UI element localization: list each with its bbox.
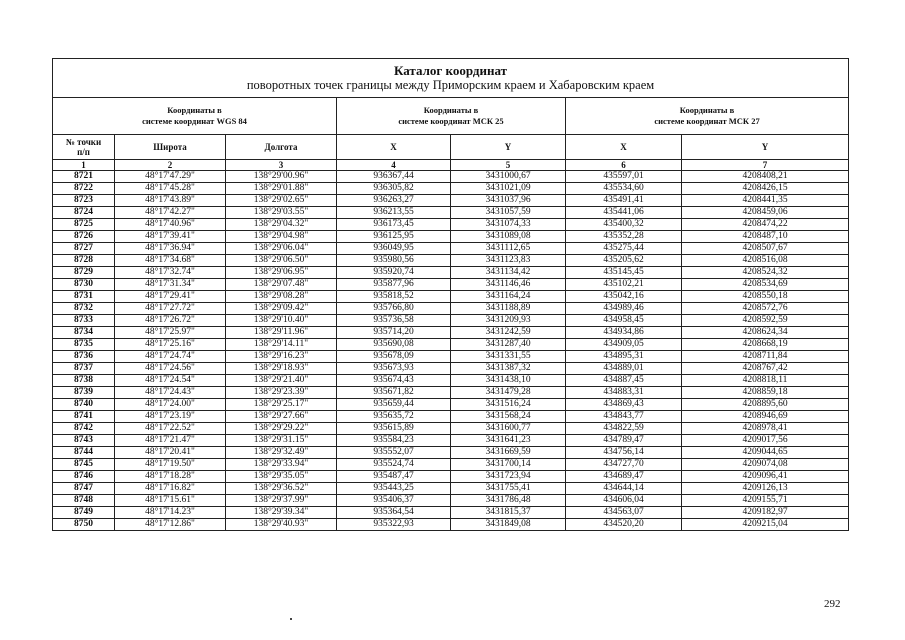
latitude-cell: 48°17'21.47" xyxy=(115,435,226,447)
x-msk25-cell: 935364,54 xyxy=(337,507,451,519)
y-msk27-cell: 4209126,13 xyxy=(682,483,849,495)
column-number: 4 xyxy=(337,160,451,171)
y-msk25-cell: 3431387,32 xyxy=(451,363,566,375)
header-latitude: Широта xyxy=(115,135,226,160)
y-msk27-cell: 4208859,18 xyxy=(682,387,849,399)
x-msk27-cell: 435441,06 xyxy=(566,207,682,219)
table-row xyxy=(53,483,849,495)
y-msk25-cell: 3431123,83 xyxy=(451,255,566,267)
x-msk25-cell: 936263,27 xyxy=(337,195,451,207)
y-msk25-cell: 3431641,23 xyxy=(451,435,566,447)
y-msk27-cell: 4208572,76 xyxy=(682,303,849,315)
longitude-cell: 138°29'11.96" xyxy=(226,327,337,339)
latitude-cell: 48°17'19.50" xyxy=(115,459,226,471)
table-row xyxy=(53,339,849,351)
y-msk27-cell: 4208711,84 xyxy=(682,351,849,363)
x-msk27-cell: 435145,45 xyxy=(566,267,682,279)
latitude-cell: 48°17'15.61" xyxy=(115,495,226,507)
y-msk25-cell: 3431568,24 xyxy=(451,411,566,423)
y-msk25-cell: 3431755,41 xyxy=(451,483,566,495)
y-msk27-cell: 4208895,60 xyxy=(682,399,849,411)
table-row xyxy=(53,279,849,291)
column-number-row xyxy=(53,160,849,171)
y-msk25-cell: 3431000,67 xyxy=(451,171,566,183)
point-number-cell: 8746 xyxy=(53,471,115,483)
x-msk27-cell: 435534,60 xyxy=(566,183,682,195)
y-msk27-cell: 4208524,32 xyxy=(682,267,849,279)
x-msk25-cell: 936125,95 xyxy=(337,231,451,243)
longitude-cell: 138°29'27.66" xyxy=(226,411,337,423)
y-msk25-cell: 3431849,08 xyxy=(451,519,566,531)
x-msk27-cell: 435042,16 xyxy=(566,291,682,303)
x-msk25-cell: 935690,08 xyxy=(337,339,451,351)
table-row xyxy=(53,375,849,387)
y-msk27-cell: 4209155,71 xyxy=(682,495,849,507)
longitude-cell: 138°29'40.93" xyxy=(226,519,337,531)
point-number-cell: 8722 xyxy=(53,183,115,195)
y-msk27-cell: 4209074,08 xyxy=(682,459,849,471)
y-msk25-cell: 3431700,14 xyxy=(451,459,566,471)
x-msk25-cell: 935671,82 xyxy=(337,387,451,399)
point-number-cell: 8743 xyxy=(53,435,115,447)
latitude-cell: 48°17'25.16" xyxy=(115,339,226,351)
page-number: 292 xyxy=(824,598,841,610)
x-msk25-cell: 935659,44 xyxy=(337,399,451,411)
table-row xyxy=(53,207,849,219)
y-msk25-cell: 3431112,65 xyxy=(451,243,566,255)
group-header-msk27: Координаты в системе координат МСК 27 xyxy=(566,98,849,135)
y-msk25-cell: 3431479,28 xyxy=(451,387,566,399)
y-msk27-cell: 4208592,59 xyxy=(682,315,849,327)
x-msk25-cell: 935615,89 xyxy=(337,423,451,435)
table-row xyxy=(53,351,849,363)
latitude-cell: 48°17'22.52" xyxy=(115,423,226,435)
x-msk27-cell: 435597,01 xyxy=(566,171,682,183)
y-msk27-cell: 4209182,97 xyxy=(682,507,849,519)
x-msk27-cell: 434887,45 xyxy=(566,375,682,387)
table-row xyxy=(53,435,849,447)
x-msk27-cell: 435491,41 xyxy=(566,195,682,207)
y-msk27-cell: 4209044,65 xyxy=(682,447,849,459)
longitude-cell: 138°29'09.42" xyxy=(226,303,337,315)
point-number-cell: 8745 xyxy=(53,459,115,471)
x-msk27-cell: 434934,86 xyxy=(566,327,682,339)
y-msk25-cell: 3431287,40 xyxy=(451,339,566,351)
y-msk27-cell: 4208946,69 xyxy=(682,411,849,423)
x-msk25-cell: 936213,55 xyxy=(337,207,451,219)
latitude-cell: 48°17'40.96" xyxy=(115,219,226,231)
column-number: 1 xyxy=(53,160,115,171)
x-msk27-cell: 434895,31 xyxy=(566,351,682,363)
point-number-cell: 8741 xyxy=(53,411,115,423)
latitude-cell: 48°17'24.56" xyxy=(115,363,226,375)
point-number-cell: 8738 xyxy=(53,375,115,387)
longitude-cell: 138°29'04.32" xyxy=(226,219,337,231)
x-msk25-cell: 936367,44 xyxy=(337,171,451,183)
table-row xyxy=(53,447,849,459)
y-msk27-cell: 4208767,42 xyxy=(682,363,849,375)
longitude-cell: 138°29'10.40" xyxy=(226,315,337,327)
latitude-cell: 48°17'12.86" xyxy=(115,519,226,531)
table-row xyxy=(53,195,849,207)
x-msk25-cell: 935552,07 xyxy=(337,447,451,459)
latitude-cell: 48°17'24.74" xyxy=(115,351,226,363)
x-msk25-cell: 935322,93 xyxy=(337,519,451,531)
point-number-cell: 8730 xyxy=(53,279,115,291)
y-msk25-cell: 3431146,46 xyxy=(451,279,566,291)
longitude-cell: 138°29'18.93" xyxy=(226,363,337,375)
x-msk25-cell: 935487,47 xyxy=(337,471,451,483)
longitude-cell: 138°29'04.98" xyxy=(226,231,337,243)
point-number-cell: 8739 xyxy=(53,387,115,399)
y-msk25-cell: 3431669,59 xyxy=(451,447,566,459)
latitude-cell: 48°17'47.29" xyxy=(115,171,226,183)
x-msk25-cell: 935524,74 xyxy=(337,459,451,471)
y-msk25-cell: 3431723,94 xyxy=(451,471,566,483)
longitude-cell: 138°29'29.22" xyxy=(226,423,337,435)
x-msk27-cell: 435352,28 xyxy=(566,231,682,243)
x-msk27-cell: 435275,44 xyxy=(566,243,682,255)
x-msk27-cell: 434689,47 xyxy=(566,471,682,483)
point-number-cell: 8725 xyxy=(53,219,115,231)
header-x-msk25: X xyxy=(337,135,451,160)
column-number: 3 xyxy=(226,160,337,171)
x-msk27-cell: 434520,20 xyxy=(566,519,682,531)
point-number-cell: 8731 xyxy=(53,291,115,303)
y-msk27-cell: 4208474,22 xyxy=(682,219,849,231)
latitude-cell: 48°17'23.19" xyxy=(115,411,226,423)
latitude-cell: 48°17'14.23" xyxy=(115,507,226,519)
point-number-cell: 8732 xyxy=(53,303,115,315)
point-number-cell: 8740 xyxy=(53,399,115,411)
longitude-cell: 138°29'16.23" xyxy=(226,351,337,363)
longitude-cell: 138°29'06.50" xyxy=(226,255,337,267)
x-msk25-cell: 936049,95 xyxy=(337,243,451,255)
table-row xyxy=(53,423,849,435)
x-msk27-cell: 434869,43 xyxy=(566,399,682,411)
latitude-cell: 48°17'24.00" xyxy=(115,399,226,411)
x-msk27-cell: 434563,07 xyxy=(566,507,682,519)
y-msk27-cell: 4208668,19 xyxy=(682,339,849,351)
y-msk25-cell: 3431089,08 xyxy=(451,231,566,243)
table-row xyxy=(53,243,849,255)
longitude-cell: 138°29'32.49" xyxy=(226,447,337,459)
x-msk25-cell: 935980,56 xyxy=(337,255,451,267)
x-msk27-cell: 434843,77 xyxy=(566,411,682,423)
point-number-cell: 8728 xyxy=(53,255,115,267)
header-longitude: Долгота xyxy=(226,135,337,160)
column-number: 5 xyxy=(451,160,566,171)
y-msk27-cell: 4208624,34 xyxy=(682,327,849,339)
group-header-msk25: Координаты в системе координат МСК 25 xyxy=(337,98,566,135)
column-number: 2 xyxy=(115,160,226,171)
point-number-cell: 8737 xyxy=(53,363,115,375)
x-msk25-cell: 935920,74 xyxy=(337,267,451,279)
scan-speck xyxy=(290,618,292,620)
x-msk27-cell: 434958,45 xyxy=(566,315,682,327)
point-number-cell: 8736 xyxy=(53,351,115,363)
point-number-cell: 8724 xyxy=(53,207,115,219)
table-row xyxy=(53,507,849,519)
header-x-msk27: X xyxy=(566,135,682,160)
longitude-cell: 138°29'25.17" xyxy=(226,399,337,411)
y-msk27-cell: 4208507,67 xyxy=(682,243,849,255)
x-msk25-cell: 935736,58 xyxy=(337,315,451,327)
y-msk27-cell: 4209017,56 xyxy=(682,435,849,447)
point-number-cell: 8750 xyxy=(53,519,115,531)
x-msk25-cell: 935678,09 xyxy=(337,351,451,363)
column-number: 6 xyxy=(566,160,682,171)
y-msk27-cell: 4208534,69 xyxy=(682,279,849,291)
table-row xyxy=(53,291,849,303)
table-row xyxy=(53,255,849,267)
y-msk27-cell: 4209096,41 xyxy=(682,471,849,483)
y-msk25-cell: 3431074,33 xyxy=(451,219,566,231)
longitude-cell: 138°29'01.88" xyxy=(226,183,337,195)
table-row xyxy=(53,495,849,507)
latitude-cell: 48°17'24.43" xyxy=(115,387,226,399)
x-msk25-cell: 935584,23 xyxy=(337,435,451,447)
latitude-cell: 48°17'32.74" xyxy=(115,267,226,279)
latitude-cell: 48°17'34.68" xyxy=(115,255,226,267)
point-number-cell: 8723 xyxy=(53,195,115,207)
x-msk27-cell: 434756,14 xyxy=(566,447,682,459)
y-msk27-cell: 4208408,21 xyxy=(682,171,849,183)
longitude-cell: 138°29'23.39" xyxy=(226,387,337,399)
table-row xyxy=(53,315,849,327)
y-msk25-cell: 3431438,10 xyxy=(451,375,566,387)
latitude-cell: 48°17'31.34" xyxy=(115,279,226,291)
x-msk27-cell: 435400,32 xyxy=(566,219,682,231)
point-number-cell: 8735 xyxy=(53,339,115,351)
latitude-cell: 48°17'26.72" xyxy=(115,315,226,327)
table-title: Каталог координат xyxy=(394,63,508,78)
table-row xyxy=(53,399,849,411)
x-msk25-cell: 936173,45 xyxy=(337,219,451,231)
longitude-cell: 138°29'03.55" xyxy=(226,207,337,219)
group-header-wgs84: Координаты в системе координат WGS 84 xyxy=(53,98,337,135)
latitude-cell: 48°17'45.28" xyxy=(115,183,226,195)
y-msk25-cell: 3431134,42 xyxy=(451,267,566,279)
latitude-cell: 48°17'36.94" xyxy=(115,243,226,255)
y-msk25-cell: 3431815,37 xyxy=(451,507,566,519)
y-msk25-cell: 3431037,96 xyxy=(451,195,566,207)
latitude-cell: 48°17'20.41" xyxy=(115,447,226,459)
x-msk25-cell: 935877,96 xyxy=(337,279,451,291)
table-subtitle: поворотных точек границы между Приморским краем и Хабаровским краем xyxy=(246,78,655,92)
table-row xyxy=(53,471,849,483)
longitude-cell: 138°29'06.04" xyxy=(226,243,337,255)
y-msk25-cell: 3431164,24 xyxy=(451,291,566,303)
longitude-cell: 138°29'08.28" xyxy=(226,291,337,303)
x-msk25-cell: 936305,82 xyxy=(337,183,451,195)
table-row xyxy=(53,219,849,231)
point-number-cell: 8729 xyxy=(53,267,115,279)
x-msk25-cell: 935766,80 xyxy=(337,303,451,315)
y-msk27-cell: 4208978,41 xyxy=(682,423,849,435)
y-msk27-cell: 4208550,18 xyxy=(682,291,849,303)
y-msk27-cell: 4208516,08 xyxy=(682,255,849,267)
coordinates-table xyxy=(52,58,849,531)
x-msk27-cell: 434889,01 xyxy=(566,363,682,375)
latitude-cell: 48°17'39.41" xyxy=(115,231,226,243)
table-row xyxy=(53,327,849,339)
latitude-cell: 48°17'16.82" xyxy=(115,483,226,495)
point-number-cell: 8734 xyxy=(53,327,115,339)
latitude-cell: 48°17'18.28" xyxy=(115,471,226,483)
x-msk25-cell: 935673,93 xyxy=(337,363,451,375)
longitude-cell: 138°29'02.65" xyxy=(226,195,337,207)
x-msk27-cell: 434727,70 xyxy=(566,459,682,471)
x-msk27-cell: 434989,46 xyxy=(566,303,682,315)
longitude-cell: 138°29'21.40" xyxy=(226,375,337,387)
longitude-cell: 138°29'00.96" xyxy=(226,171,337,183)
longitude-cell: 138°29'14.11" xyxy=(226,339,337,351)
point-number-cell: 8727 xyxy=(53,243,115,255)
table-row xyxy=(53,411,849,423)
y-msk25-cell: 3431242,59 xyxy=(451,327,566,339)
table-row xyxy=(53,519,849,531)
latitude-cell: 48°17'24.54" xyxy=(115,375,226,387)
y-msk25-cell: 3431021,09 xyxy=(451,183,566,195)
y-msk27-cell: 4208426,15 xyxy=(682,183,849,195)
table-row xyxy=(53,303,849,315)
x-msk25-cell: 935406,37 xyxy=(337,495,451,507)
table-row xyxy=(53,363,849,375)
x-msk27-cell: 435205,62 xyxy=(566,255,682,267)
x-msk27-cell: 434789,47 xyxy=(566,435,682,447)
y-msk27-cell: 4208441,35 xyxy=(682,195,849,207)
table-row xyxy=(53,171,849,183)
longitude-cell: 138°29'33.94" xyxy=(226,459,337,471)
header-y-msk27: Y xyxy=(682,135,849,160)
longitude-cell: 138°29'06.95" xyxy=(226,267,337,279)
table-row xyxy=(53,459,849,471)
header-point-number: № точки п/п xyxy=(53,135,115,160)
point-number-cell: 8733 xyxy=(53,315,115,327)
longitude-cell: 138°29'37.99" xyxy=(226,495,337,507)
table-row xyxy=(53,387,849,399)
table-row xyxy=(53,267,849,279)
x-msk27-cell: 434644,14 xyxy=(566,483,682,495)
latitude-cell: 48°17'27.72" xyxy=(115,303,226,315)
y-msk25-cell: 3431331,55 xyxy=(451,351,566,363)
longitude-cell: 138°29'31.15" xyxy=(226,435,337,447)
column-number: 7 xyxy=(682,160,849,171)
y-msk27-cell: 4208818,11 xyxy=(682,375,849,387)
table-row xyxy=(53,183,849,195)
y-msk25-cell: 3431057,59 xyxy=(451,207,566,219)
x-msk25-cell: 935635,72 xyxy=(337,411,451,423)
y-msk27-cell: 4209215,04 xyxy=(682,519,849,531)
y-msk25-cell: 3431516,24 xyxy=(451,399,566,411)
x-msk25-cell: 935674,43 xyxy=(337,375,451,387)
latitude-cell: 48°17'25.97" xyxy=(115,327,226,339)
y-msk25-cell: 3431209,93 xyxy=(451,315,566,327)
coordinates-catalog xyxy=(52,58,848,531)
point-number-cell: 8748 xyxy=(53,495,115,507)
point-number-cell: 8742 xyxy=(53,423,115,435)
x-msk27-cell: 434606,04 xyxy=(566,495,682,507)
x-msk27-cell: 435102,21 xyxy=(566,279,682,291)
y-msk27-cell: 4208487,10 xyxy=(682,231,849,243)
header-y-msk25: Y xyxy=(451,135,566,160)
y-msk25-cell: 3431600,77 xyxy=(451,423,566,435)
longitude-cell: 138°29'07.48" xyxy=(226,279,337,291)
table-title-cell xyxy=(53,59,849,98)
y-msk27-cell: 4208459,06 xyxy=(682,207,849,219)
x-msk25-cell: 935714,20 xyxy=(337,327,451,339)
longitude-cell: 138°29'36.52" xyxy=(226,483,337,495)
point-number-cell: 8721 xyxy=(53,171,115,183)
longitude-cell: 138°29'39.34" xyxy=(226,507,337,519)
point-number-cell: 8726 xyxy=(53,231,115,243)
table-row xyxy=(53,231,849,243)
latitude-cell: 48°17'29.41" xyxy=(115,291,226,303)
point-number-cell: 8744 xyxy=(53,447,115,459)
latitude-cell: 48°17'42.27" xyxy=(115,207,226,219)
y-msk25-cell: 3431786,48 xyxy=(451,495,566,507)
y-msk25-cell: 3431188,89 xyxy=(451,303,566,315)
x-msk27-cell: 434909,05 xyxy=(566,339,682,351)
x-msk27-cell: 434822,59 xyxy=(566,423,682,435)
point-number-cell: 8747 xyxy=(53,483,115,495)
longitude-cell: 138°29'35.05" xyxy=(226,471,337,483)
x-msk25-cell: 935443,25 xyxy=(337,483,451,495)
x-msk27-cell: 434883,31 xyxy=(566,387,682,399)
latitude-cell: 48°17'43.89" xyxy=(115,195,226,207)
point-number-cell: 8749 xyxy=(53,507,115,519)
x-msk25-cell: 935818,52 xyxy=(337,291,451,303)
